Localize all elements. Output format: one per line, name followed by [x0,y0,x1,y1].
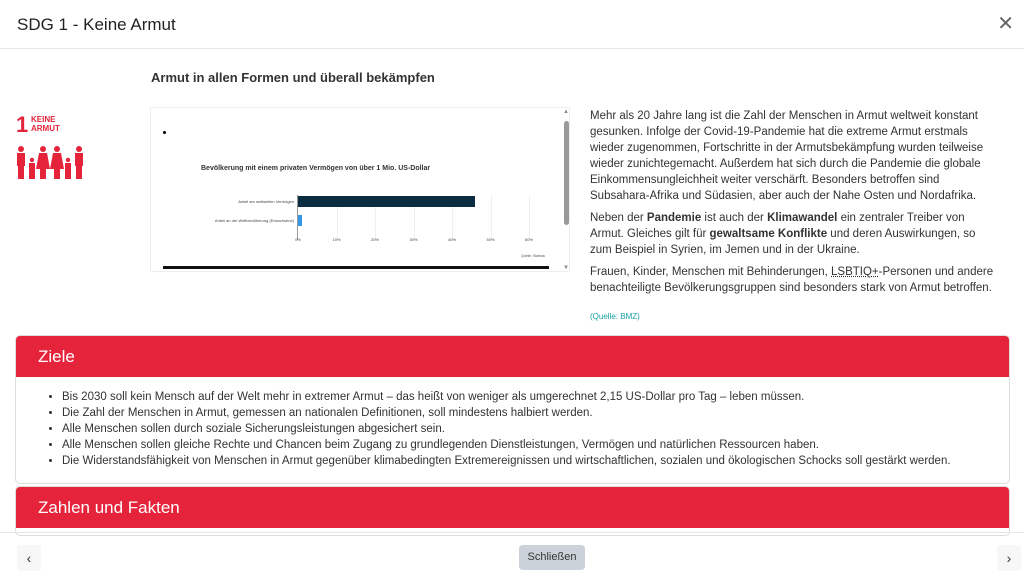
text: ist auch der [701,212,768,224]
chart-gridline [491,195,492,240]
paragraph-3 [590,264,998,296]
modal-header [0,0,1024,49]
scroll-up-icon[interactable]: ▲ [563,109,569,115]
category-label: Anteil am weltweiten Vermögen [238,199,294,204]
ziele-list [46,389,979,469]
x-tick-label: 60% [524,237,534,242]
chart-bar [298,215,302,226]
x-tick-label: 50% [486,237,495,242]
ziel-item: • Alle Menschen sollen gleiche Rechte und Chancen beim Zugang zu grundlegenden Dienstleistungen, Vermögen und natürlichen Ressourcen haben. [62,437,979,453]
intro-text [590,108,998,302]
modal-footer [0,532,1024,576]
fakten-panel [15,486,1010,536]
sdg-number: 1 [16,112,29,137]
page-subtitle: Armut in allen Formen und überall bekämpfen [151,70,435,85]
sdg-logo [14,112,89,182]
ziele-header[interactable]: Ziele [16,336,1009,377]
chart-source: Quelle: Statista [521,254,545,258]
close-icon[interactable]: ✕ [997,13,1014,35]
chart-frame[interactable] [150,107,570,272]
ziel-item: • Bis 2030 soll kein Mensch auf der Welt mehr in extremer Armut – das heißt von weniger als umgerechnet 2,15 US-Dollar pro Tag – leben müssen. [62,389,979,405]
text: Neben der [590,212,647,224]
modal-title: SDG 1 - Keine Armut [17,15,176,34]
close-button[interactable]: Schließen [519,545,585,570]
abbreviation[interactable]: LSBTIQ+ [831,266,879,278]
category-label: Anteil an der Weltbevölkerung (Erwachsene) [214,218,294,223]
scroll-down-icon[interactable]: ▼ [563,265,569,271]
text: ein zentraler Treiber von Armut. Gleiches gilt für [590,212,965,240]
next-button[interactable]: › [997,545,1021,571]
ziel-item: • Alle Menschen sollen durch soziale Sicherungsleistungen abgesichert sein. [62,421,979,437]
bold-konflikte: gewaltsame Konflikte [709,228,828,240]
chart-bar [298,196,475,207]
scrollbar-thumb[interactable] [564,121,569,225]
x-tick-label: 40% [447,237,457,242]
bullet-dot [163,131,166,134]
fakten-header[interactable]: Zahlen und Fakten [16,487,1009,528]
x-tick-label: 0% [295,237,301,242]
bold-klimawandel: Klimawandel [767,212,838,224]
x-tick-label: 20% [370,237,380,242]
chart-title: Bevölkerung mit einem privaten Vermögen von über 1 Mio. US-Dollar [201,165,431,172]
sdg-label: KEINE ARMUT [31,115,60,133]
paragraph-1: Mehr als 20 Jahre lang ist die Zahl der Menschen in Armut weltweit konstant gesunken. Infolge der Covid-19-Pandemie hat die extreme Armut erstmals wieder zugenommen, Fortschritte in der Armutsbekämpfung wurden teilweise wieder zunichtegemacht. Außerdem hat sich durch die Pandemie die globale Einkommensungleichheit weiter verschärft. Besonders betroffen sind Subsahara-Afrika und Südasien, aber auch der Nahe Osten und Nordafrika. [590,110,984,202]
x-tick-label: 10% [332,237,341,242]
chart-scrollbar[interactable] [563,108,570,272]
ziele-panel [15,335,1010,484]
text: und deren Auswirkungen, so zum Beispiel in Syrien, im Jemen und in der Ukraine. [590,228,976,256]
ziel-item: • Die Zahl der Menschen in Armut, gemessen an nationalen Definitionen, soll mindestens halbiert werden. [62,405,979,421]
bold-pandemie: Pandemie [646,212,702,224]
family-icon [14,146,86,180]
x-tick-label: 30% [409,237,418,242]
source-link[interactable]: (Quelle: BMZ) [590,312,640,321]
paragraph-2 [590,210,998,258]
text: Frauen, Kinder, Menschen mit Behinderungen, [590,266,832,278]
text: -Personen und andere benachteiligte Bevölkerungsgruppen sind besonders stark von Armut betroffen. [590,266,994,294]
prev-button[interactable]: ‹ [17,545,41,571]
ziel-item: • Die Widerstandsfähigkeit von Menschen in Armut gegenüber klimabedingten Extremereignissen und wirtschaftlichen, sozialen und ökologischen Schocks soll gestärkt werden. [62,453,979,469]
chart-bottom-rule [163,266,549,269]
chart-gridline [529,195,530,240]
